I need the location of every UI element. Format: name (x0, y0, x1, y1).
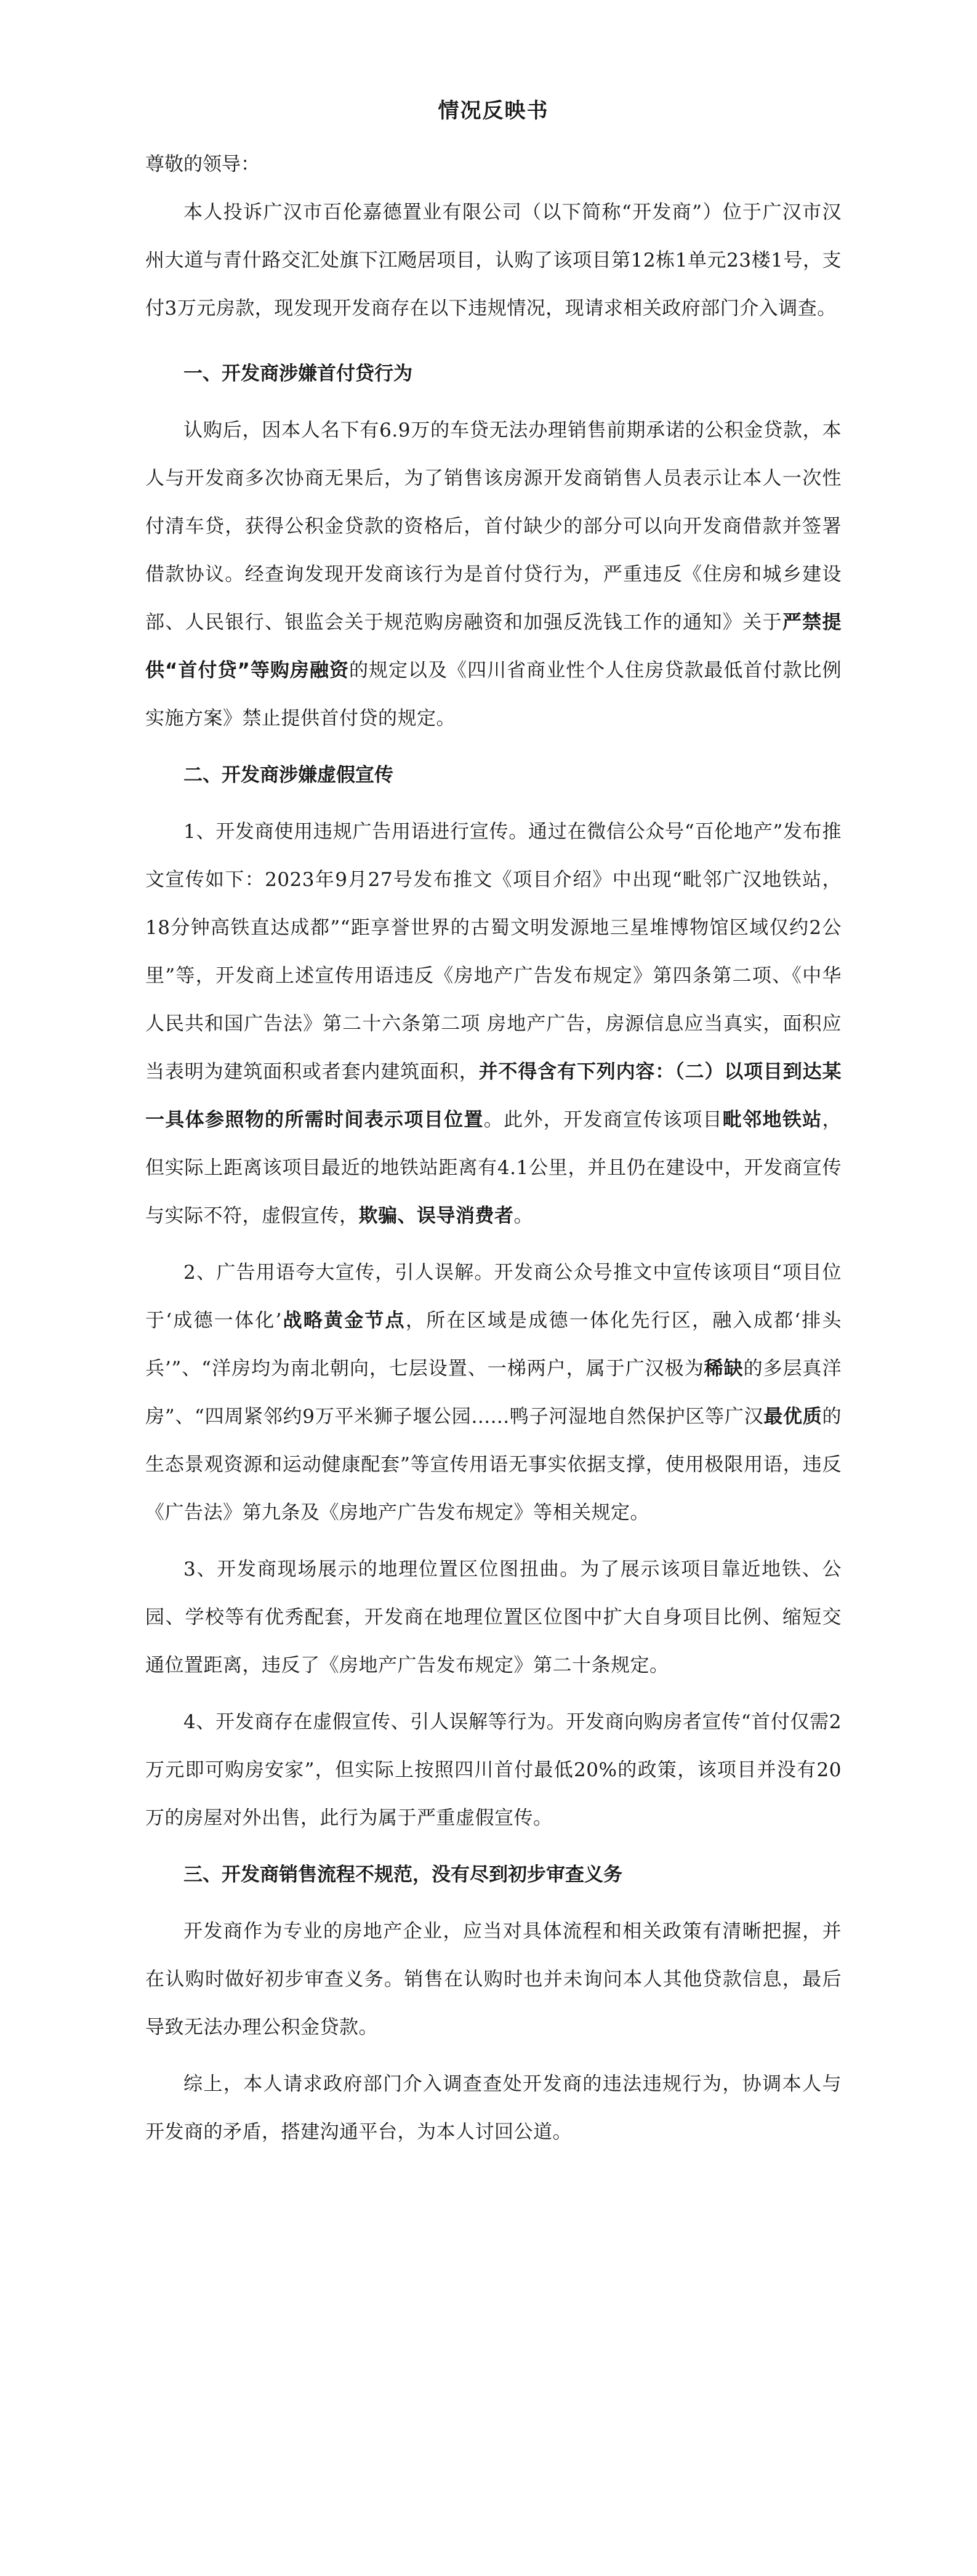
s2-1-bold-b: 毗邻地铁站 (722, 1109, 822, 1131)
section-3-paragraph: 开发商作为专业的房地产企业，应当对具体流程和相关政策有清晰把握，并在认购时做好初步审查义务。销售在认购时也并未询问本人其他贷款信息，最后导致无法办理公积金贷款。 (145, 1920, 842, 2039)
s2-1-text-b: 。此外，开发商宣传该项目 (483, 1109, 723, 1131)
section-1-heading: 一、开发商涉嫌首付贷行为 (183, 363, 412, 385)
intro-paragraph: 本人投诉广汉市百伦嘉德置业有限公司（以下简称“开发商”）位于广汉市汉州大道与青什路交汇处旗下江飏居项目，认购了该项目第12栋1单元23楼1号，支付3万元房款，现发现开发商存在以下违规情况，现请求相关政府部门介入调查。 (145, 201, 842, 320)
section-2-heading: 二、开发商涉嫌虚假宣传 (183, 764, 393, 786)
s2-2-text-d: 的生态景观资源和运动健康配套”等宣传用语无事实依据支撑，使用极限用语，违反《广告法》第九条及《房地产广告发布规定》等相关规定。 (145, 1406, 842, 1524)
salutation: 尊敬的领导： (145, 153, 260, 175)
section-2-item-2 (145, 1249, 842, 1537)
s2-2-text-a: 2、广告用语夸大宣传，引人误解。开发商公众号推文中宣传该项目“项目位于‘成德一体化’ (145, 1262, 842, 1332)
section-1-text-a: 认购后，因本人名下有6.9万的车贷无法办理销售前期承诺的公积金贷款，本人与开发商多次协商无果后，为了销售该房源开发商销售人员表示让本人一次性付清车贷，获得公积金贷款的资格后，首付缺少的部分可以向开发商借款并签署借款协议。经查询发现开发商该行为是首付贷行为，严重违反《住房和城乡建设部、人民银行、银监会关于规范购房融资和加强反洗钱工作的通知》关于 (145, 419, 842, 634)
s2-1-text-c: ，但实际上距离该项目最近的地铁站距离有4.1公里，并且仍在建设中，开发商宣传与实际不符，虚假宣传， (145, 1109, 842, 1227)
document-title: 情况反映书 (438, 99, 549, 123)
s2-1-bold-c: 欺骗、误导消费者 (358, 1205, 514, 1227)
spacer (145, 332, 842, 341)
section-2-item-4: 4、开发商存在虚假宣传、引人误解等行为。开发商向购房者宣传“首付仅需2万元即可购房安家”，但实际上按照四川首付最低20%的政策，该项目并没有20万的房屋对外出售，此行为属于严重虚假宣传。 (145, 1711, 842, 1829)
s2-2-bold-c: 最优质 (763, 1406, 822, 1428)
section-1-paragraph (145, 406, 842, 743)
spacer (145, 1689, 842, 1698)
conclusion-paragraph: 综上，本人请求政府部门介入调查查处开发商的违法违规行为，协调本人与开发商的矛盾，搭建沟通平台，为本人讨回公道。 (145, 2073, 842, 2143)
s2-2-text-c: 的多层真洋房”、“四周紧邻约9万平米狮子堰公园......鸭子河湿地自然保护区等广汉 (145, 1358, 842, 1428)
spacer (145, 1240, 842, 1249)
s2-1-bold-a: 并不得含有下列内容：（二）以项目到达某一具体参照物的所需时间表示项目位置 (145, 1061, 842, 1131)
section-2-item-3: 3、开发商现场展示的地理位置区位图扭曲。为了展示该项目靠近地铁、公园、学校等有优秀配套，开发商在地理位置区位图中扩大自身项目比例、缩短交通位置距离，违反了《房地产广告发布规定》第二十条规定。 (145, 1558, 842, 1676)
s2-2-bold-a: 战略黄金节点 (281, 1310, 406, 1332)
section-2-item-1 (145, 808, 842, 1240)
section-3-heading: 三、开发商销售流程不规范，没有尽到初步审查义务 (183, 1864, 622, 1886)
section-1-text-b: 的规定以及《四川省商业性个人住房贷款最低首付款比例实施方案》禁止提供首付贷的规定。 (145, 659, 842, 730)
s2-1-text-a: 1、开发商使用违规广告用语进行宣传。通过在微信公众号“百伦地产”发布推文宣传如下：2023年9月27号发布推文《项目介绍》中出现“毗邻广汉地铁站，18分钟高铁直达成都”“距享誉世界的古蜀文明发源地三星堆博物馆区域仅约2公里”等，开发商上述宣传用语违反《房地产广告发布规定》第四条第二项、《中华人民共和国广告法》第二十六条第二项 房地产广告，房源信息应当真实，面积应当表明为建筑面积或者套内建筑面积， (145, 821, 842, 1083)
s2-1-text-d: 。 (513, 1205, 533, 1227)
s2-2-text-b: ，所在区域是成德一体化先行区，融入成都‘排头兵’”、“洋房均为南北朝向，七层设置、一梯两户，属于广汉极为 (145, 1310, 842, 1380)
spacer (145, 2051, 842, 2060)
s2-2-bold-b: 稀缺 (704, 1358, 744, 1380)
spacer (145, 1537, 842, 1545)
section-1-bold-text: 严禁提供“首付贷”等购房融资 (145, 611, 842, 682)
